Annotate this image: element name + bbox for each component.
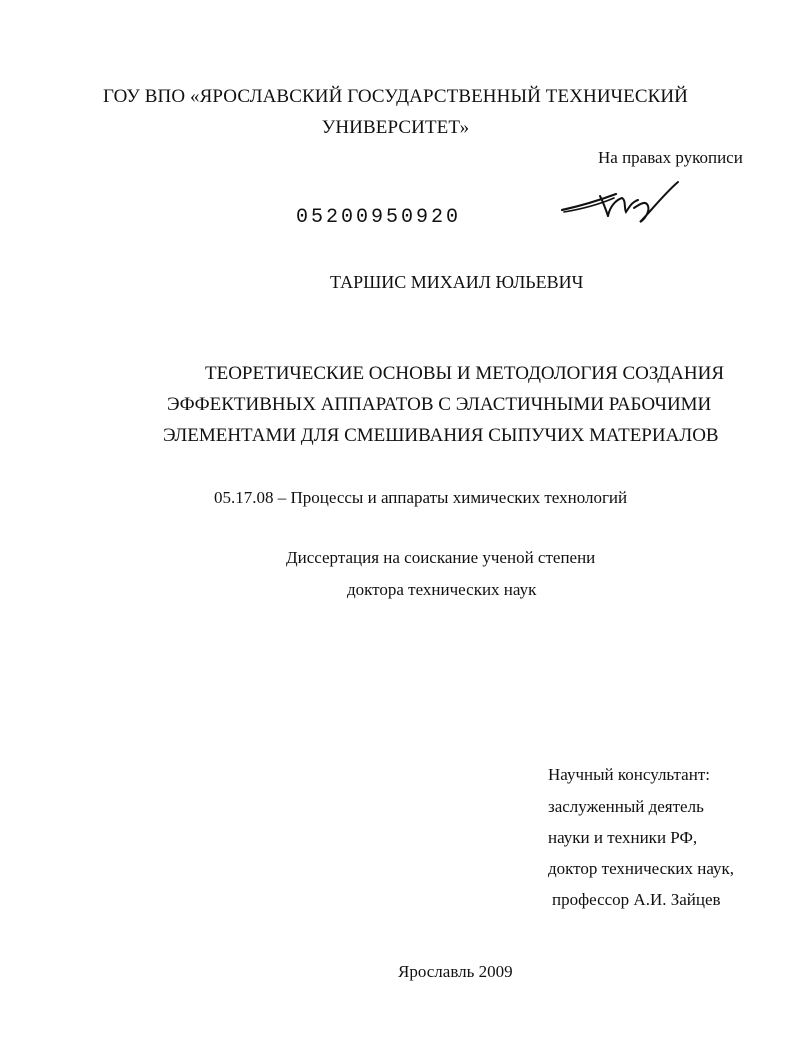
consultant-label: Научный консультант: (548, 765, 710, 784)
city-year: Ярославль 2009 (398, 962, 513, 981)
degree-line-1: Диссертация на соискание ученой степени (286, 548, 596, 567)
degree-line-2: доктора технических наук (347, 580, 537, 599)
consultant-name: профессор А.И. Зайцев (552, 890, 721, 909)
title-line-3: ЭЛЕМЕНТАМИ ДЛЯ СМЕШИВАНИЯ СЫПУЧИХ МАТЕРИАЛОВ (163, 425, 719, 446)
specialty-code: 05.17.08 – Процессы и аппараты химических технологий (214, 488, 628, 507)
organization-line-2: УНИВЕРСИТЕТ» (321, 117, 470, 138)
consultant-title-2: науки и техники РФ, (548, 828, 698, 847)
consultant-degree: доктор технических наук, (548, 859, 735, 878)
manuscript-rights-note: На правах рукописи (598, 148, 743, 167)
registration-code: 05200950920 (296, 206, 462, 229)
handwritten-signature (560, 176, 685, 226)
organization-line-1: ГОУ ВПО «ЯРОСЛАВСКИЙ ГОСУДАРСТВЕННЫЙ ТЕХНИЧЕСКИЙ (102, 86, 689, 107)
title-line-2: ЭФФЕКТИВНЫХ АППАРАТОВ С ЭЛАСТИЧНЫМИ РАБОЧИМИ (167, 394, 712, 415)
author-name: ТАРШИС МИХАИЛ ЮЛЬЕВИЧ (330, 272, 584, 292)
consultant-title-1: заслуженный деятель (548, 797, 704, 816)
title-line-1: ТЕОРЕТИЧЕСКИЕ ОСНОВЫ И МЕТОДОЛОГИЯ СОЗДАНИЯ (205, 363, 724, 384)
